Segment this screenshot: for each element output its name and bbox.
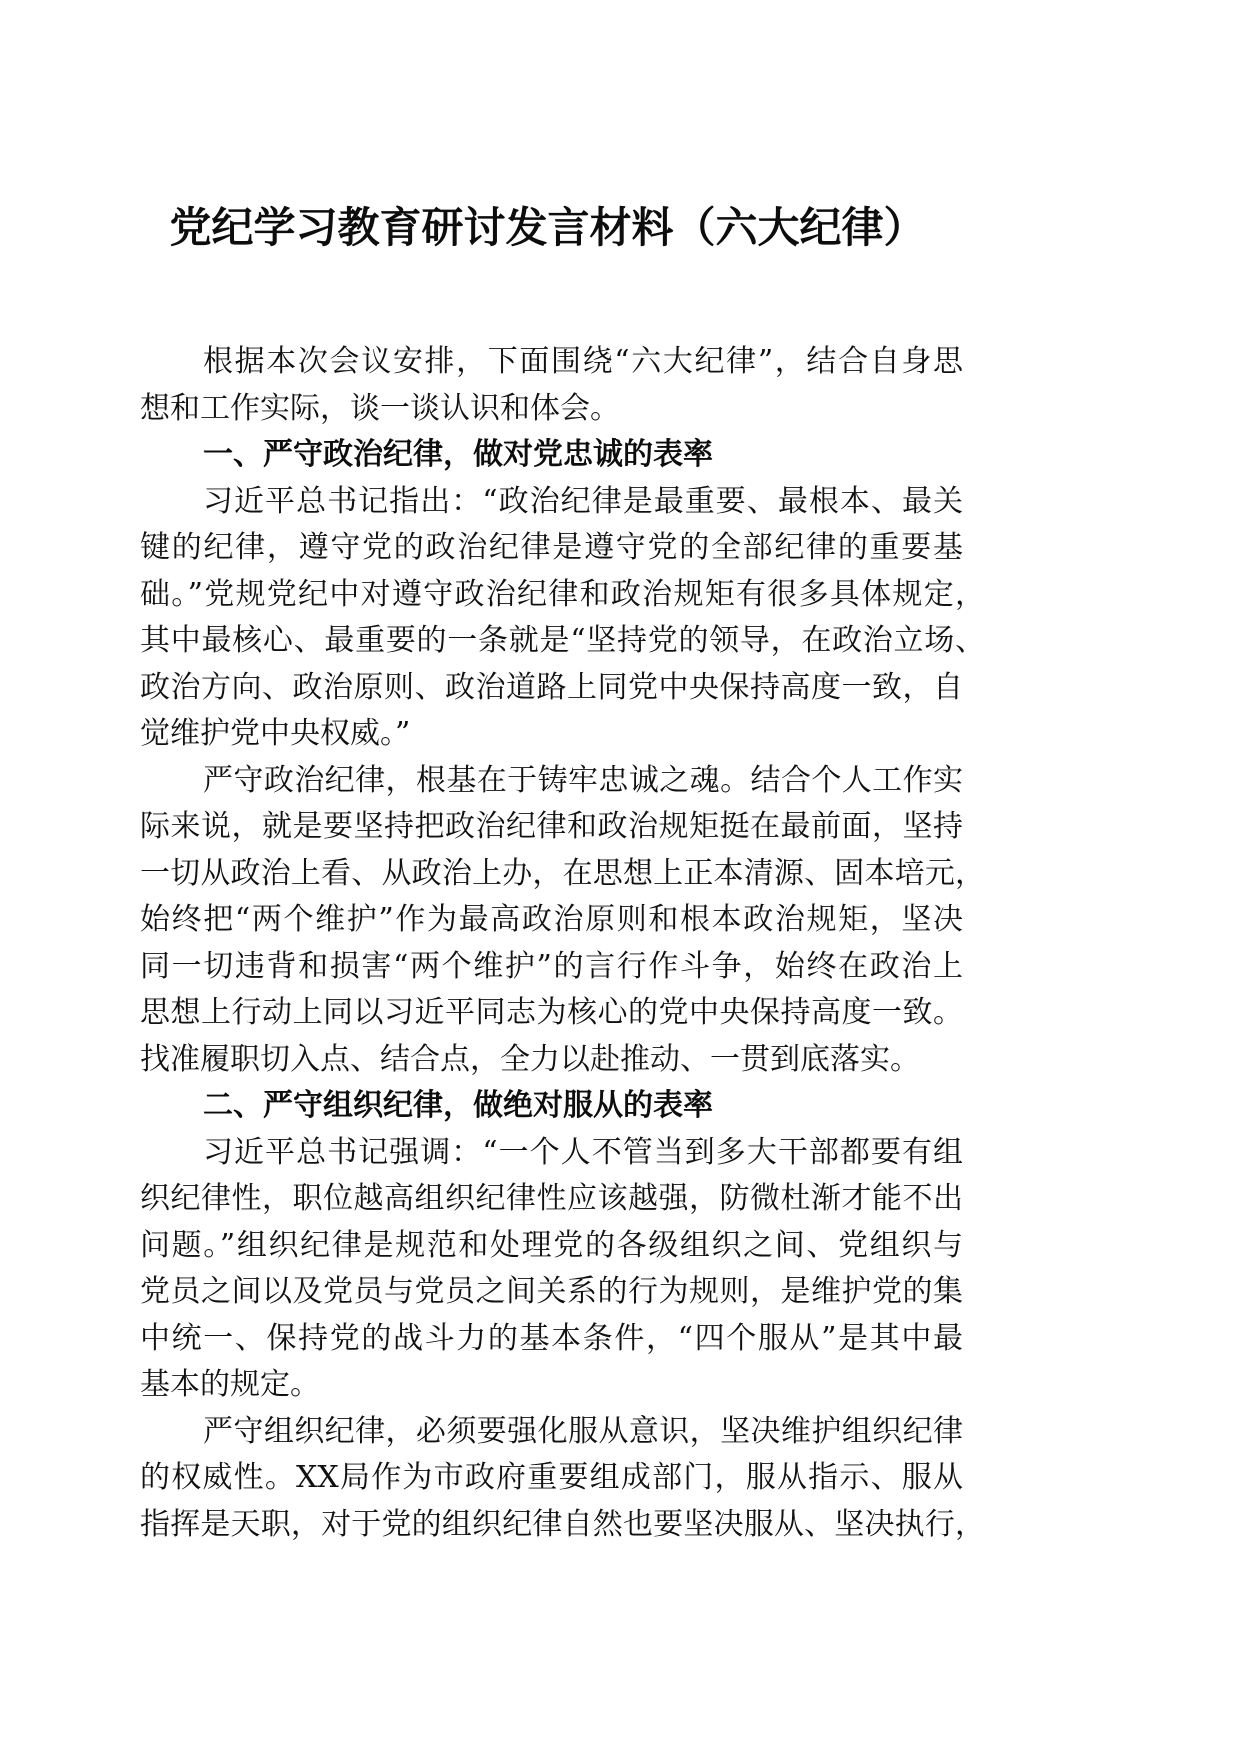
paragraph-line: 织纪律性，职位越高组织纪律性应该越强，防微杜渐才能不出: [140, 1181, 963, 1216]
intro-paragraph: [140, 339, 1000, 432]
document-title: 党纪学习教育研讨发言材料（六大纪律）: [169, 203, 926, 252]
paragraph-line: 根据本次会议安排，下面围绕“六大纪律”，结合自身思: [203, 344, 963, 379]
section-heading: 二、严守组织纪律，做绝对服从的表率: [203, 1088, 713, 1123]
paragraph-line: 础。”党规党纪中对遵守政治纪律和政治规矩有很多具体规定，: [140, 576, 985, 612]
paragraph: [140, 1409, 1000, 1549]
section-political-discipline: [140, 432, 1000, 1083]
paragraph-line: 其中最核心、最重要的一条就是“坚持党的领导，在政治立场、: [140, 623, 985, 658]
paragraph-line: 找准履职切入点、结合点，全力以赴推动、一贯到底落实。: [140, 1041, 920, 1077]
paragraph-line: 同一切违背和损害“两个维护”的言行作斗争，始终在政治上: [140, 948, 963, 984]
paragraph-line: 基本的规定。: [140, 1367, 320, 1402]
section-heading: 一、严守政治纪律，做对党忠诚的表率: [203, 437, 713, 472]
paragraph: [140, 479, 1000, 758]
section-organizational-discipline: [140, 1083, 1000, 1548]
paragraph-line: 习近平总书记强调：“一个人不管当到多大干部都要有组: [203, 1134, 963, 1170]
paragraph-line: 严守政治纪律，根基在于铸牢忠诚之魂。结合个人工作实: [203, 762, 963, 798]
paragraph-line: 思想上行动上同以习近平同志为核心的党中央保持高度一致。: [140, 995, 963, 1030]
paragraph-line: 习近平总书记指出：“政治纪律是最重要、最根本、最关: [203, 483, 963, 519]
paragraph-line: 想和工作实际，谈一谈认识和体会。: [140, 390, 620, 426]
paragraph-line: 键的纪律，遵守党的政治纪律是遵守党的全部纪律的重要基: [140, 530, 963, 565]
paragraph-line: 政治方向、政治原则、政治道路上同党中央保持高度一致，自: [140, 669, 963, 705]
paragraph: [140, 1130, 1000, 1409]
paragraph-line: 的权威性。XX局作为市政府重要组成部门，服从指示、服从: [140, 1460, 963, 1495]
paragraph-line: 际来说，就是要坚持把政治纪律和政治规矩挺在最前面，坚持: [140, 809, 963, 844]
paragraph-line: 始终把“两个维护”作为最高政治原则和根本政治规矩，坚决: [140, 902, 963, 937]
paragraph-line: 问题。”组织纪律是规范和处理党的各级组织之间、党组织与: [140, 1227, 963, 1263]
document-body: [140, 339, 1000, 1548]
paragraph-line: 觉维护党中央权威。”: [140, 716, 411, 751]
paragraph-line: 一切从政治上看、从政治上办，在思想上正本清源、固本培元，: [140, 855, 985, 891]
paragraph-line: 中统一、保持党的战斗力的基本条件，“四个服从”是其中最: [140, 1320, 963, 1356]
paragraph-line: 党员之间以及党员与党员之间关系的行为规则，是维护党的集: [140, 1274, 963, 1309]
paragraph: [140, 758, 1000, 1084]
paragraph-line: 严守组织纪律，必须要强化服从意识，坚决维护组织纪律: [203, 1413, 963, 1449]
paragraph-line: 指挥是天职，对于党的组织纪律自然也要坚决服从、坚决执行，: [140, 1506, 985, 1542]
